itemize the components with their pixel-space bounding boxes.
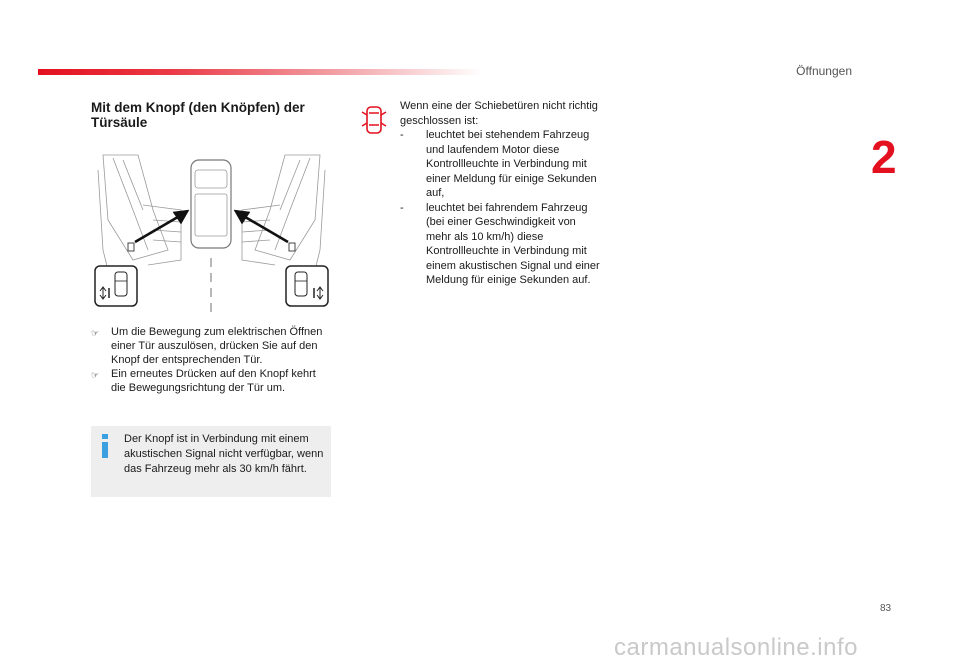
pointing-hand-icon: ☞ xyxy=(91,370,100,380)
door-open-warning-icon xyxy=(360,101,388,139)
info-text: Der Knopf ist in Verbindung mit einem akustischen Signal nicht verfügbar, wenn das Fahrzeug mehr als 30 km/h fährt. xyxy=(124,433,324,475)
warning-item: - leuchtet bei stehendem Fahrzeug und laufendem Motor diese Kontrollleuchte in Verbindung mit einer Meldung für einige Sekunden auf, xyxy=(400,129,597,199)
info-box xyxy=(91,426,331,497)
page-title: Mit dem Knopf (den Knöpfen) der Türsäule xyxy=(91,100,305,130)
warning-item: - leuchtet bei fahrendem Fahrzeug (bei einer Geschwindigkeit von mehr als 10 km/h) diese Kontrollleuchte in Verbindung mit einem akustischen Signal und einer Meldung für einige Sekunden auf. xyxy=(400,201,600,286)
chapter-number: 2 xyxy=(871,131,897,183)
header-accent-bar xyxy=(38,69,483,75)
left-door-button-icon xyxy=(95,266,137,306)
watermark: carmanualsonline.info xyxy=(614,634,858,661)
instruction-steps xyxy=(91,325,331,395)
vehicle-doors-illustration xyxy=(93,150,330,315)
right-door-button-icon xyxy=(286,266,328,306)
step-item: ☞ Ein erneutes Drücken auf den Knopf kehrt die Bewegungsrichtung der Tür um. xyxy=(91,368,316,394)
section-title: Öffnungen xyxy=(796,64,852,78)
info-icon xyxy=(98,434,112,458)
page-number: 83 xyxy=(880,603,892,614)
step-item: ☞ Um die Bewegung zum elektrischen Öffnen einer Tür auszulösen, drücken Sie auf den Knopf der entsprechenden Tür. xyxy=(91,326,323,366)
pointing-hand-icon: ☞ xyxy=(91,328,100,338)
warning-intro: Wenn eine der Schiebetüren nicht richtig geschlossen ist: xyxy=(400,100,598,127)
warning-text xyxy=(400,99,600,288)
